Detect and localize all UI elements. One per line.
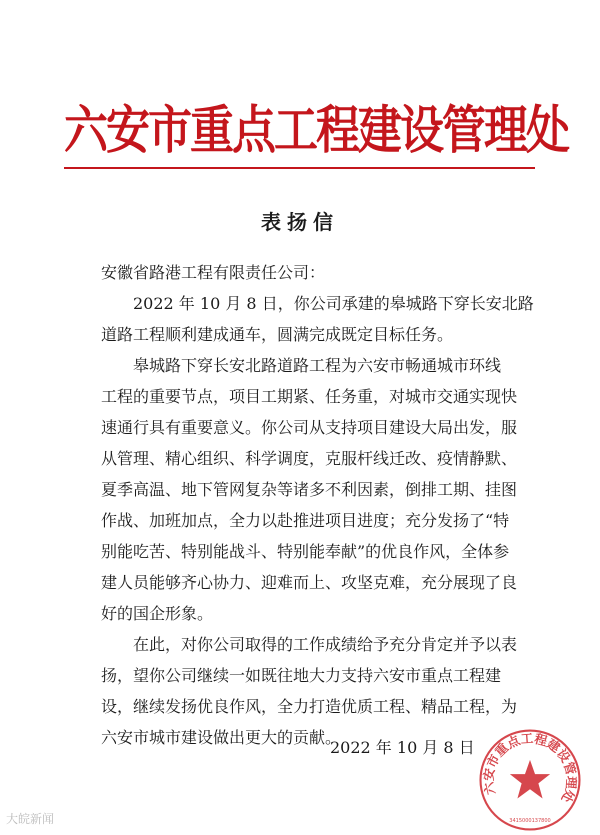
letter-title: 表扬信 [261,210,339,234]
letter-body [101,257,534,753]
letterhead-organization: 六安市重点工程建设管理处 [64,100,568,162]
paragraph-line: 建人员能够齐心协力、迎难而上、攻坚克难，充分展现了良 [101,573,518,592]
greeting: 安徽省路港工程有限责任公司： [101,263,326,282]
paragraph-line: 2022 年 10 月 8 日，你公司承建的皋城路下穿长安北路 [133,294,534,313]
letterhead-divider [64,167,535,169]
paragraph-line: 道路工程顺利建成通车，圆满完成既定目标任务。 [101,325,454,344]
paragraph-line: 在此，对你公司取得的工作成绩给予充分肯定并予以表 [133,635,518,654]
paragraph-line: 速通行具有重要意义。你公司从支持项目建设大局出发，服 [101,418,518,437]
seal-text: 六安市重点工程建设管理处 [480,730,580,805]
paragraph-line: 扬，望你公司继续一如既往地大力支持六安市重点工程建 [101,666,502,685]
paragraph-line: 皋城路下穿长安北路道路工程为六安市畅通城市环线 [133,356,502,375]
star-icon [510,760,550,799]
paragraph-line: 设，继续发扬优良作风，全力打造优质工程、精品工程，为 [101,697,518,716]
seal-code: 3415000137800 [509,817,551,824]
watermark: 大皖新闻 [6,812,55,826]
paragraph-line: 工程的重要节点，项目工期紧、任务重，对城市交通实现快 [101,387,518,406]
paragraph-line: 从管理、精心组织、科学调度，克服杆线迁改、疫情静默、 [101,449,518,468]
paragraph-line: 六安市城市建设做出更大的贡献。 [101,728,342,747]
paragraph-line: 夏季高温、地下管网复杂等诸多不利因素，倒排工期、挂图 [101,480,518,499]
paragraph-line: 作战、加班加点，全力以赴推进项目进度；充分发扬了“特 [101,511,510,530]
paragraph-line: 别能吃苦、特别能战斗、特别能奉献”的优良作风，全体参 [101,542,510,561]
official-seal-stamp [478,728,582,832]
letter-date: 2022 年 10 月 8 日 [330,738,475,757]
paragraph-line: 好的国企形象。 [101,604,214,623]
